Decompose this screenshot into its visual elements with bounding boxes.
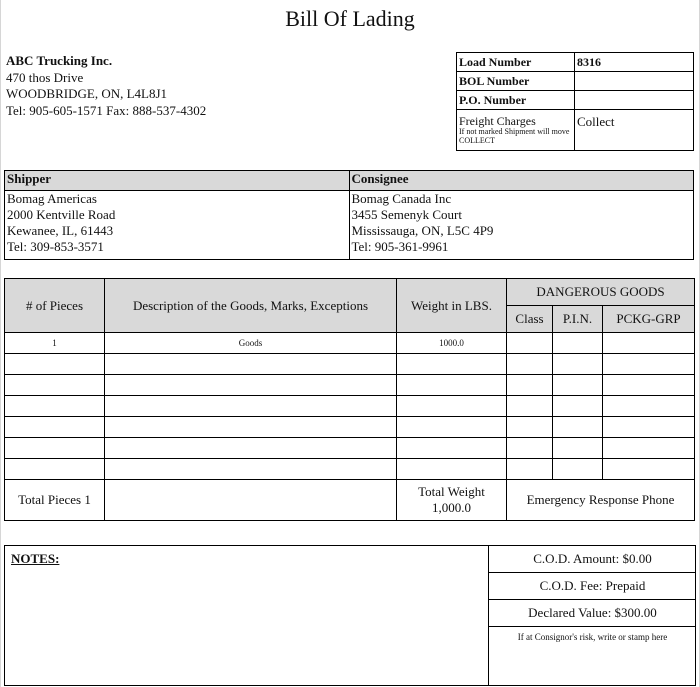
carrier-address-line-1: 470 thos Drive (6, 69, 84, 85)
cod-amount: C.O.D. Amount: $0.00 (489, 546, 696, 573)
row-pieces (5, 396, 105, 417)
table-row (5, 375, 695, 396)
row-class (507, 417, 553, 438)
consignee-phone: Tel: 905-361-9961 (351, 239, 449, 254)
consignee-name: Bomag Canada Inc (351, 191, 452, 206)
row-pieces (5, 417, 105, 438)
load-number-label: Load Number (457, 53, 575, 72)
bol-number-label: BOL Number (457, 72, 575, 91)
row-description (105, 375, 397, 396)
consignee-address-line-1: 3455 Semenyk Court (351, 207, 462, 222)
row-description: Goods (105, 333, 397, 354)
declared-value: Declared Value: $300.00 (489, 600, 696, 627)
carrier-address-line-2: WOODBRIDGE, ON, L4L8J1 (6, 86, 168, 101)
row-pin (553, 333, 603, 354)
row-pin (553, 417, 603, 438)
cod-fee: C.O.D. Fee: Prepaid (489, 573, 696, 600)
table-row (5, 396, 695, 417)
parties-table (4, 170, 694, 260)
row-class (507, 438, 553, 459)
row-pin (553, 438, 603, 459)
notes-section (4, 545, 696, 686)
weight-header: Weight in LBS. (397, 279, 507, 333)
load-number-value: 8316 (575, 53, 694, 72)
row-description (105, 354, 397, 375)
total-blank-cell (105, 480, 397, 521)
shipper-address-line-2: Kewanee, IL, 61443 (7, 223, 114, 238)
row-description (105, 438, 397, 459)
consignee-details (349, 191, 694, 260)
row-pin (553, 354, 603, 375)
shipper-details (5, 191, 350, 260)
table-row (5, 459, 695, 480)
row-pckg-grp (603, 333, 695, 354)
po-number-value (575, 91, 694, 110)
row-pin (553, 396, 603, 417)
row-weight (397, 417, 507, 438)
consignor-risk-note: If at Consignor's risk, write or stamp here (517, 632, 668, 642)
consignee-address-line-2: Mississauga, ON, L5C 4P9 (351, 223, 494, 238)
freight-charges-label: Freight Charges (459, 114, 536, 128)
row-pckg-grp (603, 396, 695, 417)
pieces-header: # of Pieces (5, 279, 105, 333)
cod-panel (488, 546, 696, 685)
row-pieces (5, 375, 105, 396)
row-class (507, 354, 553, 375)
row-pckg-grp (603, 438, 695, 459)
description-header: Description of the Goods, Marks, Exceptions (105, 279, 397, 333)
row-pieces (5, 459, 105, 480)
table-row (5, 354, 695, 375)
carrier-info (6, 53, 206, 119)
table-row (5, 438, 695, 459)
row-pin (553, 375, 603, 396)
shipper-address-line-1: 2000 Kentville Road (7, 207, 116, 222)
document-title: Bill Of Lading (285, 6, 415, 31)
row-class (507, 396, 553, 417)
carrier-phone: Tel: 905-605-1571 Fax: 888-537-4302 (6, 102, 207, 118)
freight-charges-cell (457, 110, 575, 151)
freight-charges-note: If not marked Shipment will move COLLECT (459, 127, 570, 145)
notes-label: NOTES: (11, 551, 60, 566)
row-pckg-grp (603, 354, 695, 375)
row-pieces: 1 (5, 333, 105, 354)
row-class (507, 333, 553, 354)
row-pieces (5, 438, 105, 459)
load-info-table (456, 52, 694, 151)
goods-rows (5, 333, 695, 480)
freight-charges-value: Collect (575, 110, 694, 151)
row-weight (397, 396, 507, 417)
pin-header: P.I.N. (553, 306, 603, 333)
class-header: Class (507, 306, 553, 333)
shipper-name: Bomag Americas (7, 191, 97, 206)
pckg-grp-header: PCKG-GRP (603, 306, 695, 333)
row-weight: 1000.0 (397, 333, 507, 354)
row-weight (397, 375, 507, 396)
shipper-phone: Tel: 309-853-3571 (7, 239, 104, 254)
row-weight (397, 459, 507, 480)
po-number-label: P.O. Number (457, 91, 575, 110)
row-class (507, 459, 553, 480)
carrier-name: ABC Trucking Inc. (6, 53, 113, 68)
row-pin (553, 459, 603, 480)
row-description (105, 459, 397, 480)
goods-table (4, 278, 695, 521)
row-weight (397, 354, 507, 375)
shipper-header: Shipper (5, 171, 350, 191)
row-class (507, 375, 553, 396)
row-description (105, 396, 397, 417)
table-row (5, 333, 695, 354)
bol-number-value (575, 72, 694, 91)
row-pckg-grp (603, 459, 695, 480)
total-weight-label: Total Weight (418, 484, 485, 499)
dangerous-goods-header: DANGEROUS GOODS (507, 279, 695, 306)
row-pckg-grp (603, 375, 695, 396)
row-pieces (5, 354, 105, 375)
page-left-edge (0, 0, 1, 687)
total-pieces: Total Pieces 1 (5, 480, 105, 521)
row-description (105, 417, 397, 438)
row-pckg-grp (603, 417, 695, 438)
total-weight-cell (397, 480, 507, 521)
emergency-response-phone: Emergency Response Phone (507, 480, 695, 521)
total-weight-value: 1,000.0 (432, 500, 471, 515)
table-row (5, 417, 695, 438)
row-weight (397, 438, 507, 459)
consignee-header: Consignee (349, 171, 694, 191)
